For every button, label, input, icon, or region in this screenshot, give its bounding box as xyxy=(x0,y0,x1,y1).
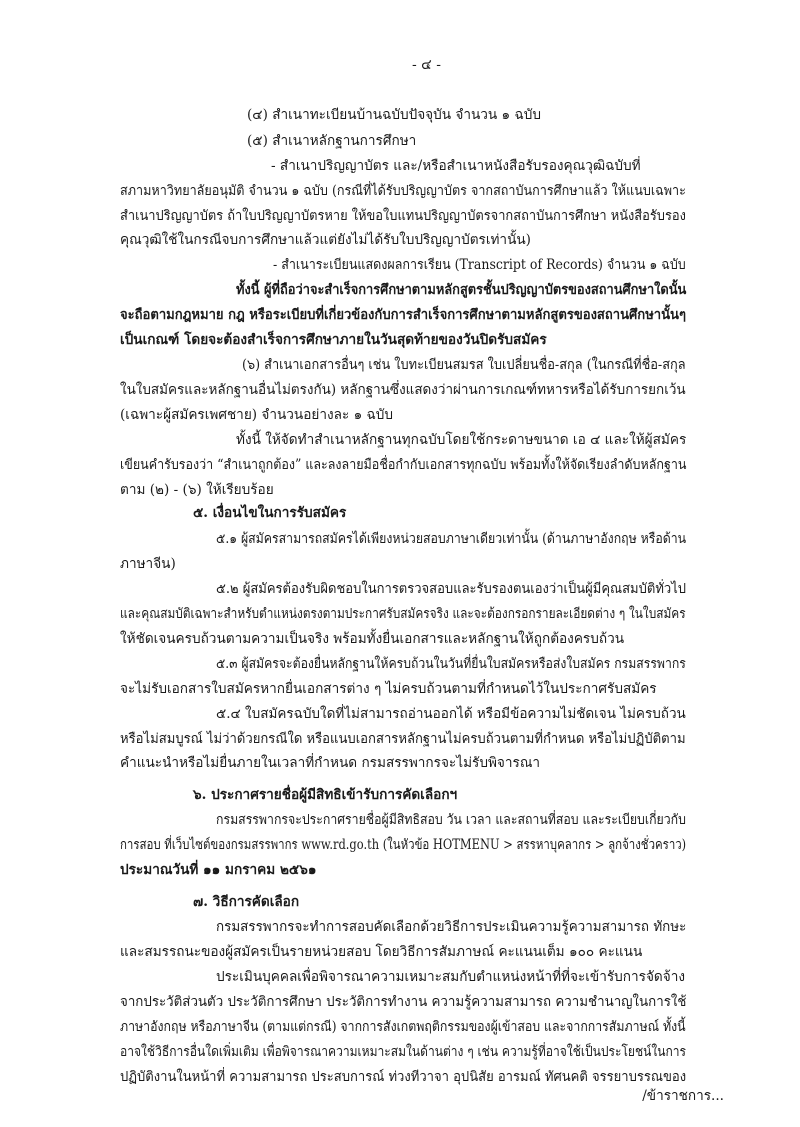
text-line: (๕) สำเนาหลักฐานการศึกษา xyxy=(247,133,417,149)
text-line: ทั้งนี้ ผู้ที่ถือว่าจะสำเร็จการศึกษาตามหลักสูตรชั้นปริญญาบัตรของสถานศึกษาใดนั้น xyxy=(236,282,687,298)
text-line: คำแนะนำหรือไม่ยื่นภายในเวลาที่กำหนด กรมสรรพากรจะไม่รับพิจารณา xyxy=(120,755,541,771)
text-line: ตาม (๒) - (๖) ให้เรียบร้อย xyxy=(120,482,274,498)
text-line: ๕. เงื่อนไขในการรับสมัคร xyxy=(193,505,347,521)
text-line: จากประวัติส่วนตัว ประวัติการศึกษา ประวัติการทำงาน ความรู้ความสามารถ ความชำนาญในการใช้ xyxy=(120,994,687,1010)
text-line: ๕.๔ ใบสมัครฉบับใดที่ไม่สามารถอ่านออกได้ หรือมีข้อความไม่ชัดเจน ไม่ครบถ้วน xyxy=(216,706,686,722)
text-line: และคุณสมบัติเฉพาะสำหรับตำแหน่งตรงตามประกาศรับสมัครจริง และจะต้องกรอกรายละเอียดต่าง ๆ ในใบสมัคร xyxy=(120,606,686,622)
text-line: ๗. วิธีการคัดเลือก xyxy=(193,894,300,910)
page-number: - ๔ - xyxy=(412,57,441,73)
text-line: - สำเนาระเบียนแสดงผลการเรียน (Transcript of Records) จำนวน ๑ ฉบับ xyxy=(273,257,686,273)
text-line: ๕.๑ ผู้สมัครสามารถสมัครได้เพียงหน่วยสอบภาษาเดียวเท่านั้น (ด้านภาษาอังกฤษ หรือด้าน xyxy=(216,531,687,547)
text-line: กรมสรรพากรจะทำการสอบคัดเลือกด้วยวิธีการประเมินความรู้ความสามารถ ทักษะ xyxy=(216,919,687,935)
text-line: ภาษาจีน) xyxy=(120,556,176,572)
text-line: ทั้งนี้ ให้จัดทำสำเนาหลักฐานทุกฉบับโดยใช้กระดาษขนาด เอ ๔ และให้ผู้สมัคร xyxy=(236,432,687,448)
text-line: ภาษาอังกฤษ หรือภาษาจีน (ตามแต่กรณี) จากการสังเกตพฤติกรรมของผู้เข้าสอบ และจากการสัมภาษณ์ ทั้งนี้ xyxy=(120,1019,686,1035)
text-line: และสมรรถนะของผู้สมัครเป็นรายหน่วยสอบ โดยวิธีการสัมภาษณ์ คะแนนเต็ม ๑๐๐ คะแนน xyxy=(120,944,643,960)
text-line: กรมสรรพากรจะประกาศรายชื่อผู้มีสิทธิสอบ วัน เวลา และสถานที่สอบ และระเบียบเกี่ยวกับ xyxy=(216,812,686,828)
text-line: คุณวุฒิใช้ในกรณีจบการศึกษาแล้วแต่ยังไม่ได้รับใบปริญญาบัตรเท่านั้น) xyxy=(120,232,531,248)
text-line: (๔) สำเนาทะเบียนบ้านฉบับปัจจุบัน จำนวน ๑ ฉบับ xyxy=(247,107,541,123)
text-line: ในใบสมัครและหลักฐานอื่นไม่ตรงกัน) หลักฐานซึ่งแสดงว่าผ่านการเกณฑ์ทหารหรือได้รับการยกเว้น xyxy=(120,382,686,398)
text-line: (เฉพาะผู้สมัครเพศชาย) จำนวนอย่างละ ๑ ฉบับ xyxy=(120,407,394,423)
text-line: เป็นเกณฑ์ โดยจะต้องสำเร็จการศึกษาภายในวันสุดท้ายของวันปิดรับสมัคร xyxy=(120,332,547,348)
text-line: (๖) สำเนาเอกสารอื่นๆ เช่น ใบทะเบียนสมรส ใบเปลี่ยนชื่อ-สกุล (ในกรณีที่ชื่อ-สกุล xyxy=(242,357,686,373)
text-line: ๖. ประกาศรายชื่อผู้มีสิทธิเข้ารับการคัดเลือกฯ xyxy=(193,787,458,803)
text-line: - สำเนาปริญญาบัตร และ/หรือสำเนาหนังสือรับรองคุณวุฒิฉบับที่ xyxy=(271,158,641,174)
text-line: ให้ชัดเจนครบถ้วนตามความเป็นจริง พร้อมทั้งยื่นเอกสารและหลักฐานให้ถูกต้องครบถ้วน xyxy=(120,631,624,647)
text-line: การสอบ ที่เว็บไซต์ของกรมสรรพากร www.rd.go.th (ในหัวข้อ HOTMENU > สรรหาบุคลากร > ลูกจ้างชั่วคราว) xyxy=(120,837,687,853)
text-line: อาจใช้วิธีการอื่นใดเพิ่มเติม เพื่อพิจารณาความเหมาะสมในด้านต่าง ๆ เช่น ความรู้ที่อาจใช้เป็นประโยชน์ในการ xyxy=(120,1044,687,1060)
text-line: จะไม่รับเอกสารใบสมัครหากยื่นเอกสารต่าง ๆ ไม่ครบถ้วนตามที่กำหนดไว้ในประกาศรับสมัคร xyxy=(120,681,657,697)
text-line: จะถือตามกฎหมาย กฎ หรือระเบียบที่เกี่ยวข้องกับการสำเร็จการศึกษาตามหลักสูตรของสถานศึกษานั้นๆ xyxy=(120,307,686,323)
continuation-footer: /ข้าราชการ... xyxy=(642,1088,724,1104)
text-line: ๕.๒ ผู้สมัครต้องรับผิดชอบในการตรวจสอบและรับรองตนเองว่าเป็นผู้มีคุณสมบัติทั่วไป xyxy=(216,581,687,597)
text-line: เขียนคำรับรองว่า “สำเนาถูกต้อง” และลงลายมือชื่อกำกับเอกสารทุกฉบับ พร้อมทั้งให้จัดเรียงลำดับหลักฐาน xyxy=(120,457,687,473)
text-line: ๕.๓ ผู้สมัครจะต้องยื่นหลักฐานให้ครบถ้วนในวันที่ยื่นใบสมัครหรือส่งใบสมัคร กรมสรรพากร xyxy=(216,656,686,672)
text-line: หรือไม่สมบูรณ์ ไม่ว่าด้วยกรณีใด หรือแนบเอกสารหลักฐานไม่ครบถ้วนตามที่กำหนด หรือไม่ปฏิบัติตาม xyxy=(120,731,686,747)
text-line: สภามหาวิทยาลัยอนุมัติ จำนวน ๑ ฉบับ (กรณีที่ได้รับปริญญาบัตร จากสถาบันการศึกษาแล้ว ให้แนบเฉพาะ xyxy=(120,183,686,199)
text-line: ประเมินบุคคลเพื่อพิจารณาความเหมาะสมกับตำแหน่งหน้าที่ที่จะเข้ารับการจัดจ้าง xyxy=(216,969,685,985)
text-line: สำเนาปริญญาบัตร ถ้าใบปริญญาบัตรหาย ให้ขอใบแทนปริญญาบัตรจากสถาบันการศึกษา หนังสือรับรอง xyxy=(120,208,686,224)
text-line: ประมาณวันที่ ๑๑ มกราคม ๒๕๖๑ xyxy=(120,862,317,878)
text-line: ปฏิบัติงานในหน้าที่ ความสามารถ ประสบการณ์ ท่วงทีวาจา อุปนิสัย อารมณ์ ทัศนคติ จรรยาบรรณของ xyxy=(120,1069,687,1085)
